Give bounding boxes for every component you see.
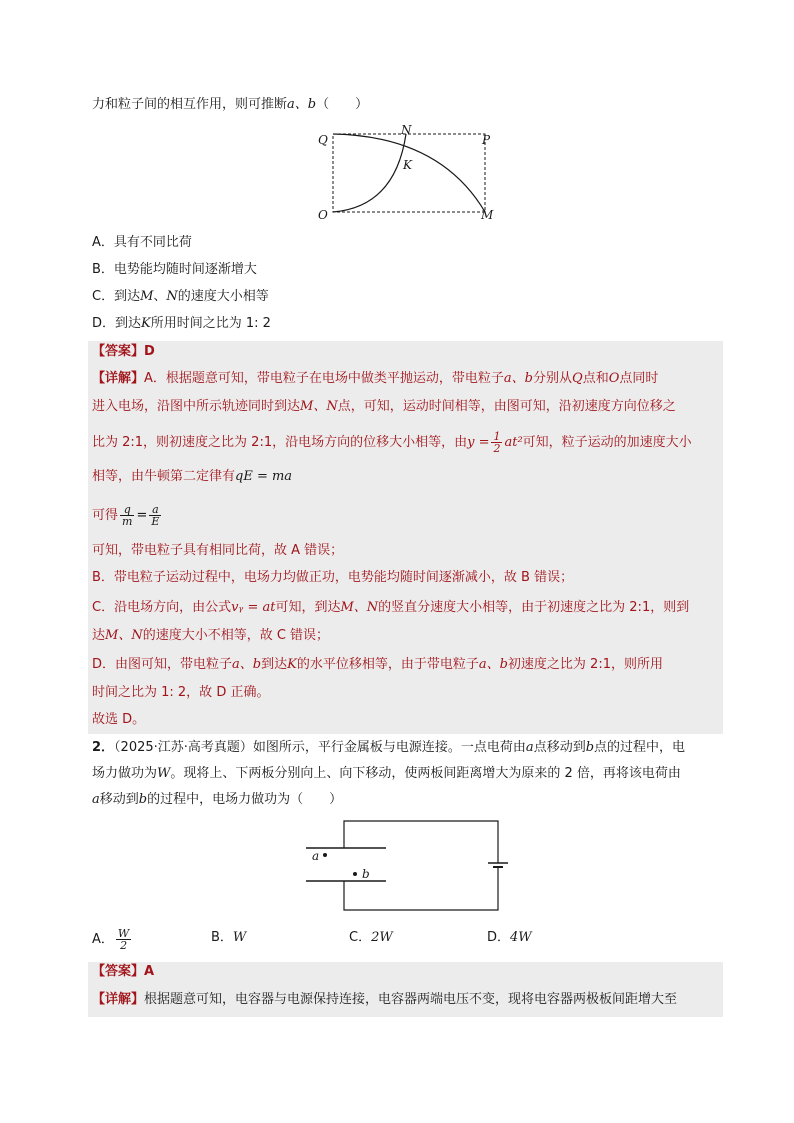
q1-label-q: Q [318,133,328,147]
q2-label-a: a [312,849,320,863]
q1-dashed-rectangle [333,134,485,212]
q2-answer: 【答案】A [92,964,155,979]
q1-detail-c-1: C．沿电场方向，由公式vᵧ = at可知，到达M、N的竖直分速度大小相等，由于初速度之比为 2:1，则到 [92,600,690,615]
q2-option-a: A． $\frac{W}{2}$ [92,927,130,952]
q1-label-p: P [482,133,491,147]
q1-answer: 【答案】D [92,344,155,359]
q1-detail-d-1: D．由图可知，带电粒子a、b到达K的水平位移相等，由于带电粒子a、b初速度之比为 2:1，则所用 [92,657,663,672]
q1-detail-final: 故选 D。 [92,712,146,727]
q1-label-n: N [401,123,412,137]
q1-trajectory-from-q [333,134,485,212]
q1-detail-line-1: 【详解】A．根据题意可知，带电粒子在电场中做类平抛运动，带电粒子a、b分别从Q点和O点同时 [92,371,659,386]
q2-wire-top [344,821,498,863]
q1-detail-line-3: 比为 2:1，则初速度之比为 2:1，沿电场方向的位移大小相等，由y = $\frac{1}{2}$ at²可知，粒子运动的加速度大小 [92,430,692,455]
q2-option-c: C．2W [349,930,393,945]
q1-detail-b: B．带电粒子运动过程中，电场力均做正功，电势能均随时间逐渐减小，故 B 错误； [92,570,574,585]
q1-frac-q-over-m: $\frac{q}{m}$ [122,503,133,528]
q1-stem-tail: 力和粒子间的相互作用，则可推断a、b（ ） [92,97,369,112]
q1-detail-line-5: 可得 $\frac{q}{m}$ = $\frac{a}{E}$ [92,503,160,528]
q2-option-b: B．W [211,930,247,945]
q2-point-b [353,872,357,876]
q2-option-d: D．4W [487,930,532,945]
q1-label-m: M [481,208,494,222]
q2-point-a [323,853,327,857]
q1-trajectory-from-o [333,134,406,212]
q1-frac-half: $\frac{1}{2}$ [493,430,501,455]
q2-stem-line-3: a移动到b的过程中，电场力做功为（ ） [92,792,343,807]
q2-stem-line-1: 2．（2025·江苏·高考真题）如图所示，平行金属板与电源连接。一点电荷由a点移动到b点的过程中，电 [92,740,686,755]
q1-detail-line-6: 可知，带电粒子具有相同比荷，故 A 错误； [92,543,344,558]
q1-trajectory-figure [310,122,500,227]
q1-detail-line-4: 相等，由牛顿第二定律有qE = ma [92,469,293,484]
q2-capacitor-circuit-figure [300,815,510,915]
q1-frac-a-over-e: $\frac{a}{E}$ [151,503,160,528]
q1-option-b: B．电势能均随时间逐渐增大 [92,262,257,277]
q1-label-k: K [403,158,412,172]
q2-option-a-frac: $\frac{W}{2}$ [117,927,130,952]
q2-label-b: b [362,867,370,881]
q1-option-c: C．到达M、N的速度大小相等 [92,289,269,304]
q1-option-d: D．到达K所用时间之比为 1: 2 [92,316,271,331]
q1-option-a: A．具有不同比荷 [92,235,192,250]
q2-detail: 【详解】根据题意可知，电容器与电源保持连接，电容器两端电压不变，现将电容器两极板间距增大至 [92,992,678,1007]
q1-label-o: O [318,208,328,222]
q1-detail-d-2: 时间之比为 1: 2，故 D 正确。 [92,685,270,700]
q1-detail-line-2: 进入电场，沿图中所示轨迹同时到达M、N点，可知，运动时间相等，由图可知，沿初速度方向位移之 [92,399,676,414]
q2-stem-line-2: 场力做功为W。现将上、下两板分别向上、向下移动，使两板间距离增大为原来的 2 倍，再将该电荷由 [92,766,681,781]
q1-detail-c-2: 达M、N的速度大小不相等，故 C 错误； [92,628,330,643]
